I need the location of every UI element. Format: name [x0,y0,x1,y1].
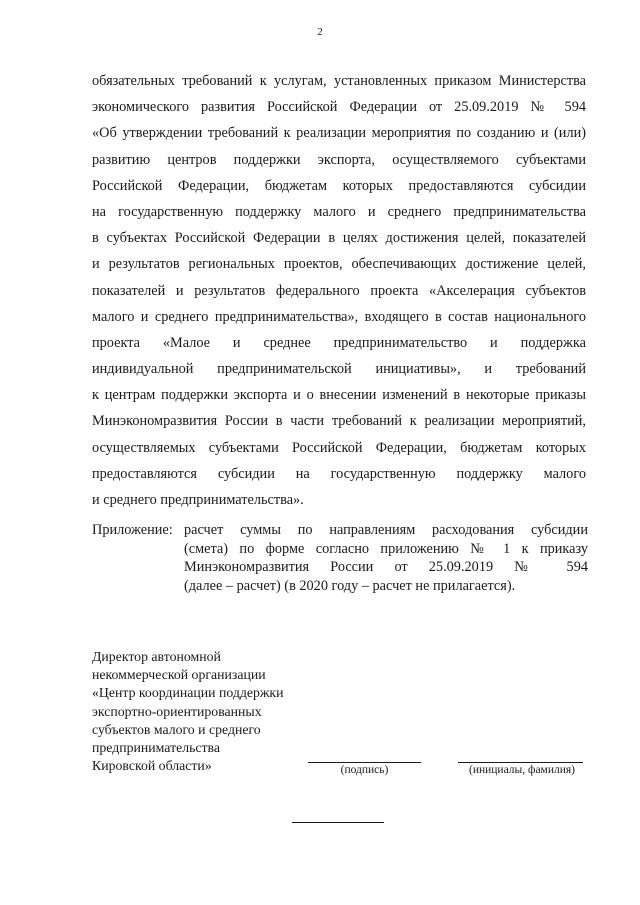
body-line: и результатов региональных проектов, обеспечивающих достижение целей, [92,256,586,273]
body-line: на государственную поддержку малого и среднего предпринимательства [92,203,586,220]
name-caption: (инициалы, фамилия) [468,764,576,776]
page-number: 2 [317,26,323,38]
signatory-line: субъектов малого и среднего [92,721,261,737]
signatory-line: «Центр координации поддержки [92,685,284,701]
body-line: Минэкономразвития России в части требований к реализации мероприятий, [92,413,586,430]
signatory-position [92,648,322,775]
signatory-line: Директор автономной [92,649,221,664]
bottom-divider [292,822,384,823]
appendix-line: расчет суммы по направлениям расходования субсидии [184,522,588,538]
signature-underline [308,762,421,763]
body-line: осуществляемых субъектами Российской Федерации, бюджетам которых [92,439,586,456]
appendix-line: Минэкономразвития России от 25.09.2019 № 594 [184,559,588,575]
body-line: к центрам поддержки экспорта и о внесении изменений в некоторые приказы [92,387,586,404]
body-line: в субъектах Российской Федерации в целях достижения целей, показателей [92,230,586,247]
body-text [92,68,586,513]
body-line: индивидуальной предпринимательской инициативы», и требований [92,361,586,378]
body-line: малого и среднего предпринимательства», входящего в состав национального [92,308,586,325]
body-line: показателей и результатов федерального проекта «Акселерация субъектов [92,282,586,299]
signatory-line: некоммерческой организации [92,667,266,683]
body-line: «Об утверждении требований к реализации мероприятия по созданию и (или) [92,125,586,142]
body-line: и среднего предпринимательства». [92,492,304,508]
appendix-line: (смета) по форме согласно приложению № 1 к приказу [184,540,588,557]
signature-caption: (подпись) [340,764,389,776]
body-line: развитию центров поддержки экспорта, осуществляемого субъектами [92,151,586,168]
appendix-text [184,521,588,595]
appendix-line: (далее – расчет) (в 2020 году – расчет не прилагается). [184,577,516,594]
name-underline [458,762,583,763]
body-line: экономического развития Российской Федерации от 25.09.2019 № 594 [92,99,586,116]
signatory-line: предпринимательства [92,739,221,755]
appendix-label: Приложение: [92,522,173,538]
signatory-line: Кировской области» [92,758,212,774]
body-line: предоставляются субсидии на государственную поддержку малого [92,465,586,482]
signatory-line: экспортно-ориентированных [92,703,262,719]
body-line: проекта «Малое и среднее предпринимательство и поддержка [92,334,586,351]
body-line: Российской Федерации, бюджетам которых предоставляются субсидии [92,177,586,194]
body-line: обязательных требований к услугам, установленных приказом Министерства [92,73,586,89]
